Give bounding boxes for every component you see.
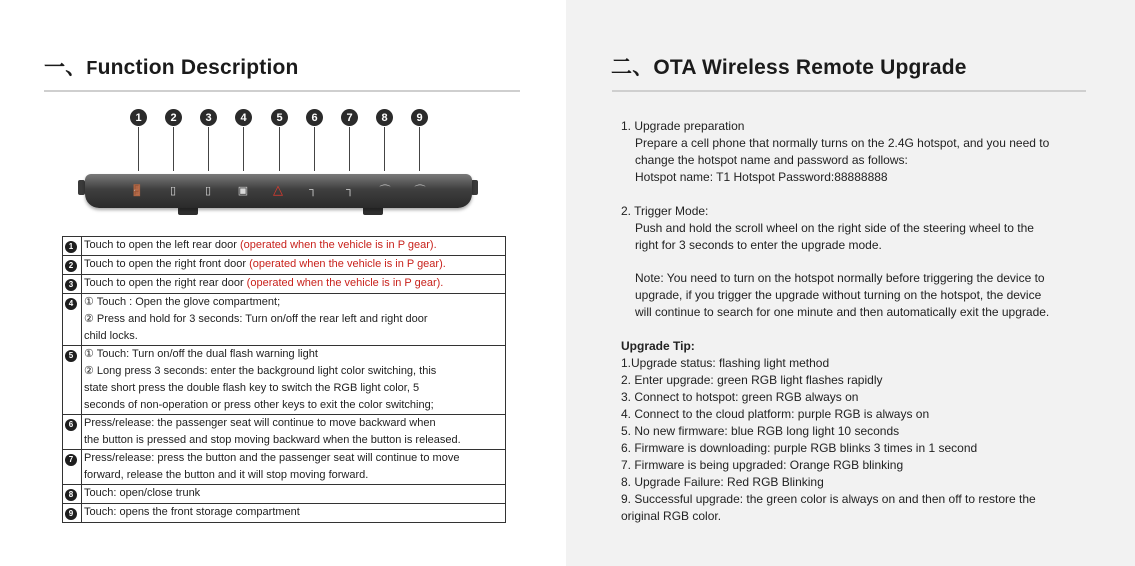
right-front-door-icon: ▯ bbox=[169, 184, 177, 197]
row-description-cell bbox=[82, 275, 506, 294]
description-text: state short press the double flash key to switch the RGB light color, 5 bbox=[84, 382, 420, 394]
row-description-cell bbox=[82, 237, 506, 256]
description-text: child locks. bbox=[84, 330, 138, 342]
row-description-cell bbox=[82, 450, 506, 485]
row-number-badge: 7 bbox=[65, 454, 77, 466]
description-line bbox=[84, 432, 503, 449]
ota-heading: 二、OTA Wireless Remote Upgrade bbox=[611, 56, 967, 79]
left-heading-rule bbox=[44, 90, 520, 92]
callout-badge-8: 8 bbox=[376, 109, 393, 126]
description-line bbox=[84, 311, 503, 328]
description-text: ① Touch : Open the glove compartment; bbox=[84, 296, 281, 308]
description-text: seconds of non-operation or press other keys to exit the color switching; bbox=[84, 399, 434, 411]
description-line bbox=[84, 363, 503, 380]
row-number-cell bbox=[63, 256, 82, 275]
upgrade-preparation-section bbox=[621, 118, 1091, 186]
row-number-badge: 5 bbox=[65, 350, 77, 362]
note-line: Note: You need to turn on the hotspot normally before triggering the device to bbox=[635, 271, 1045, 285]
function-description-panel bbox=[0, 0, 566, 566]
description-text: Touch: open/close trunk bbox=[84, 487, 201, 499]
description-text: Touch to open the right rear door bbox=[84, 277, 247, 289]
upgrade-tip-item: 3. Connect to hotspot: green RGB always on bbox=[621, 390, 859, 404]
row-description-cell bbox=[82, 346, 506, 415]
row-number-cell bbox=[63, 346, 82, 415]
callout-leader-line bbox=[314, 127, 315, 171]
callout-leader-line bbox=[208, 127, 209, 171]
upgrade-tip-item: 6. Firmware is downloading: purple RGB blinks 3 times in 1 second bbox=[621, 441, 978, 455]
callout-leader-line bbox=[138, 127, 139, 171]
callout-badge-1: 1 bbox=[130, 109, 147, 126]
left-rear-door-icon: 🚪 bbox=[130, 184, 144, 197]
description-text: Touch: opens the front storage compartment bbox=[84, 506, 300, 518]
heading-first-letter: F bbox=[86, 58, 98, 78]
callout-badge-6: 6 bbox=[306, 109, 323, 126]
function-row bbox=[63, 237, 506, 256]
description-line bbox=[84, 346, 503, 363]
seat-forward-icon: ┐ bbox=[346, 184, 354, 196]
function-description-heading bbox=[44, 51, 299, 81]
bar-left-end bbox=[78, 180, 85, 195]
description-line bbox=[84, 415, 503, 432]
description-text: the button is pressed and stop moving backward when the button is released. bbox=[84, 434, 461, 446]
function-row bbox=[63, 256, 506, 275]
bar-right-end bbox=[471, 180, 478, 195]
heading-rest: unction Description bbox=[97, 56, 299, 79]
row-number-badge: 9 bbox=[65, 508, 77, 520]
callout-leader-line bbox=[243, 127, 244, 171]
description-text: Touch to open the right front door bbox=[84, 258, 250, 270]
callout-badge-9: 9 bbox=[411, 109, 428, 126]
row-description-cell bbox=[82, 256, 506, 275]
upgrade-tip-item: 5. No new firmware: blue RGB long light 10 seconds bbox=[621, 424, 900, 438]
callout-badge-3: 3 bbox=[200, 109, 217, 126]
upgrade-tip-item: 8. Upgrade Failure: Red RGB Blinking bbox=[621, 475, 824, 489]
row-description-cell bbox=[82, 504, 506, 523]
upgrade-tip-item: 7. Firmware is being upgraded: Orange RGB blinking bbox=[621, 458, 904, 472]
callout-badge-7: 7 bbox=[341, 109, 358, 126]
row-number-badge: 8 bbox=[65, 489, 77, 501]
upgrade-tip-item: 9. Successful upgrade: the green color is always on and then off to restore the bbox=[621, 492, 1036, 506]
note-line: will continue to search for one minute and then automatically exit the upgrade. bbox=[635, 305, 1050, 319]
upgrade-preparation-title: 1. Upgrade preparation bbox=[621, 119, 745, 133]
row-number-badge: 2 bbox=[65, 260, 77, 272]
preparation-line: Prepare a cell phone that normally turns on the 2.4G hotspot, and you need to bbox=[635, 136, 1050, 150]
p-gear-condition: (operated when the vehicle is in P gear). bbox=[239, 239, 437, 251]
hazard-warning-icon: △ bbox=[273, 182, 283, 197]
row-number-badge: 1 bbox=[65, 241, 77, 253]
upgrade-tip-title: Upgrade Tip: bbox=[621, 339, 695, 353]
description-text: forward, release the button and it will stop moving forward. bbox=[84, 469, 369, 481]
description-line bbox=[84, 275, 503, 292]
right-heading-rule bbox=[612, 90, 1086, 92]
callout-badge-5: 5 bbox=[271, 109, 288, 126]
row-description-cell bbox=[82, 294, 506, 346]
upgrade-tip-section bbox=[621, 338, 1091, 525]
description-line bbox=[84, 237, 503, 254]
description-line bbox=[84, 380, 503, 397]
p-gear-condition: (operated when the vehicle is in P gear). bbox=[246, 277, 444, 289]
trigger-mode-title: 2. Trigger Mode: bbox=[621, 204, 709, 218]
hotspot-credentials: Hotspot name: T1 Hotspot Password:88888888 bbox=[635, 170, 888, 184]
row-number-cell bbox=[63, 237, 82, 256]
description-line bbox=[84, 294, 503, 311]
row-number-badge: 6 bbox=[65, 419, 77, 431]
upgrade-tip-list bbox=[621, 355, 1091, 525]
row-number-cell bbox=[63, 450, 82, 485]
description-text: ② Long press 3 seconds: enter the background light color switching, this bbox=[84, 365, 437, 377]
function-row bbox=[63, 485, 506, 504]
row-number-cell bbox=[63, 504, 82, 523]
description-text: Press/release: the passenger seat will continue to move backward when bbox=[84, 417, 436, 429]
description-text: ② Press and hold for 3 seconds: Turn on/off the rear left and right door bbox=[84, 313, 428, 325]
seat-backward-icon: ┐ bbox=[309, 184, 317, 196]
description-line bbox=[84, 256, 503, 273]
heading-prefix: 一、 bbox=[44, 56, 87, 79]
description-line bbox=[84, 450, 503, 467]
description-line bbox=[84, 328, 503, 345]
callout-badge-2: 2 bbox=[165, 109, 182, 126]
function-table bbox=[62, 236, 506, 523]
row-number-cell bbox=[63, 415, 82, 450]
upgrade-tip-item: original RGB color. bbox=[621, 509, 722, 523]
trigger-mode-section bbox=[621, 203, 1091, 254]
row-description-cell bbox=[82, 485, 506, 504]
callout-badge-4: 4 bbox=[235, 109, 252, 126]
row-description-cell bbox=[82, 415, 506, 450]
description-text: Touch to open the left rear door bbox=[84, 239, 240, 251]
row-number-badge: 3 bbox=[65, 279, 77, 291]
description-line bbox=[84, 467, 503, 484]
row-number-cell bbox=[63, 485, 82, 504]
trigger-line: Push and hold the scroll wheel on the right side of the steering wheel to the bbox=[635, 221, 1034, 235]
function-row bbox=[63, 450, 506, 485]
preparation-line: change the hotspot name and password as follows: bbox=[635, 153, 908, 167]
function-row bbox=[63, 294, 506, 346]
description-line bbox=[84, 397, 503, 414]
upgrade-tip-item: 1.Upgrade status: flashing light method bbox=[621, 356, 830, 370]
front-storage-icon: ⌒ bbox=[414, 185, 426, 197]
description-text: Press/release: press the button and the passenger seat will continue to move bbox=[84, 452, 460, 464]
right-rear-door-icon: ▯ bbox=[204, 184, 212, 197]
callout-leader-line bbox=[349, 127, 350, 171]
p-gear-condition: (operated when the vehicle is in P gear). bbox=[249, 258, 446, 270]
description-line bbox=[84, 504, 503, 521]
row-number-cell bbox=[63, 275, 82, 294]
upgrade-tip-item: 2. Enter upgrade: green RGB light flashes rapidly bbox=[621, 373, 883, 387]
description-line bbox=[84, 485, 503, 502]
function-row bbox=[63, 415, 506, 450]
description-text: ① Touch: Turn on/off the dual flash warning light bbox=[84, 348, 318, 360]
callout-leader-line bbox=[173, 127, 174, 171]
row-number-cell bbox=[63, 294, 82, 346]
note-line: upgrade, if you trigger the upgrade without turning on the hotspot, the device bbox=[635, 288, 1042, 302]
trigger-line: right for 3 seconds to enter the upgrade mode. bbox=[635, 238, 882, 252]
function-row bbox=[63, 275, 506, 294]
function-row bbox=[63, 346, 506, 415]
note-section bbox=[621, 270, 1091, 321]
glove-box-icon: ▣ bbox=[237, 184, 249, 197]
row-number-badge: 4 bbox=[65, 298, 77, 310]
trunk-icon: ⌒ bbox=[379, 185, 391, 197]
callout-leader-line bbox=[384, 127, 385, 171]
upgrade-tip-item: 4. Connect to the cloud platform: purple RGB is always on bbox=[621, 407, 930, 421]
callout-leader-line bbox=[419, 127, 420, 171]
function-row bbox=[63, 504, 506, 523]
callout-leader-line bbox=[279, 127, 280, 171]
